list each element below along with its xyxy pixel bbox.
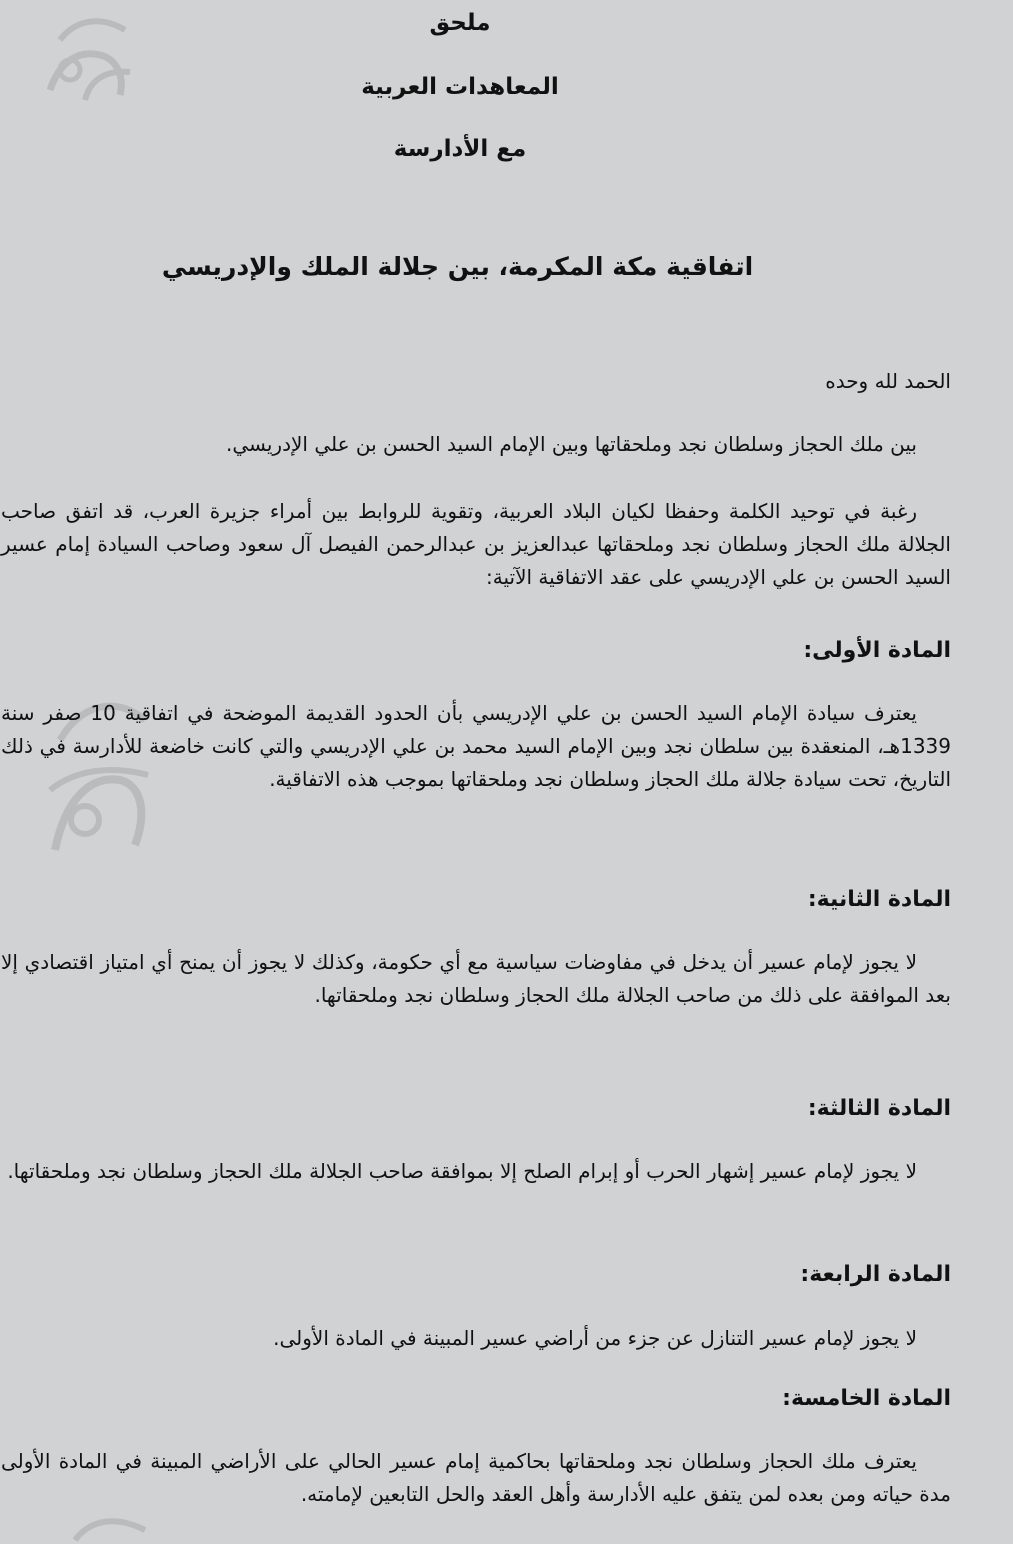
preamble-paragraph: رغبة في توحيد الكلمة وحفظا لكيان البلاد العربية، وتقوية للروابط بين أمراء جزيرة العرب، قد اتفق صاحب الجلالة ملك الحجاز وسلطان نجد وملحقاتها عبدالعزيز بن عبدالرحمن الفيصل آل سعود وصاحب السيادة إمام عسير السيد الحسن بن علي الإدريسي على عقد الاتفاقية الآتية: xyxy=(1,499,951,589)
article-5-title: المادة الخامسة: xyxy=(782,1386,951,1411)
article-4-title: المادة الرابعة: xyxy=(800,1262,951,1287)
appendix-heading: ملحق xyxy=(429,10,491,36)
article-5-text: يعترف ملك الحجاز وسلطان نجد وملحقاتها بحاكمية إمام عسير الحالي على الأراضي المبينة في المادة الأولى مدة حياته ومن بعده لمن يتفق عليه الأدارسة وأهل العقد والحل التابعين لإمامته. xyxy=(1,1449,951,1506)
article-1-title: المادة الأولى: xyxy=(803,638,951,663)
article-1-text: يعترف سيادة الإمام السيد الحسن بن علي الإدريسي بأن الحدود القديمة الموضحة في اتفاقية 10 صفر سنة 1339هـ، المنعقدة بين سلطان نجد وبين الإمام السيد محمد بن علي الإدريسي والتي كانت خاضعة للأدارسة في ذلك التاريخ، تحت سيادة جلالة ملك الحجاز وسلطان نجد وملحقاتها بموجب هذه الاتفاقية. xyxy=(1,701,951,791)
agreement-title: اتفاقية مكة المكرمة، بين جلالة الملك والإدريسي xyxy=(161,252,754,281)
with-heading: مع الأدارسة xyxy=(393,136,527,162)
article-3-text: لا يجوز لإمام عسير إشهار الحرب أو إبرام الصلح إلا بموافقة صاحب الجلالة ملك الحجاز وسلطان نجد وملحقاتها. xyxy=(7,1159,917,1183)
calligraphy-seal-icon xyxy=(70,1510,150,1544)
praise-line: الحمد لله وحده xyxy=(825,369,951,393)
treaties-heading: المعاهدات العربية xyxy=(361,74,559,100)
article-4-text: لا يجوز لإمام عسير التنازل عن جزء من أراضي عسير المبينة في المادة الأولى. xyxy=(273,1326,917,1350)
article-2-title: المادة الثانية: xyxy=(807,887,951,912)
article-3-title: المادة الثالثة: xyxy=(807,1096,951,1121)
parties-line: بين ملك الحجاز وسلطان نجد وملحقاتها وبين الإمام السيد الحسن بن علي الإدريسي. xyxy=(226,432,917,456)
article-2-text: لا يجوز لإمام عسير أن يدخل في مفاوضات سياسية مع أي حكومة، وكذلك لا يجوز أن يمنح أي امتياز اقتصادي إلا بعد الموافقة على ذلك من صاحب الجلالة ملك الحجاز وسلطان نجد وملحقاتها. xyxy=(1,950,951,1007)
